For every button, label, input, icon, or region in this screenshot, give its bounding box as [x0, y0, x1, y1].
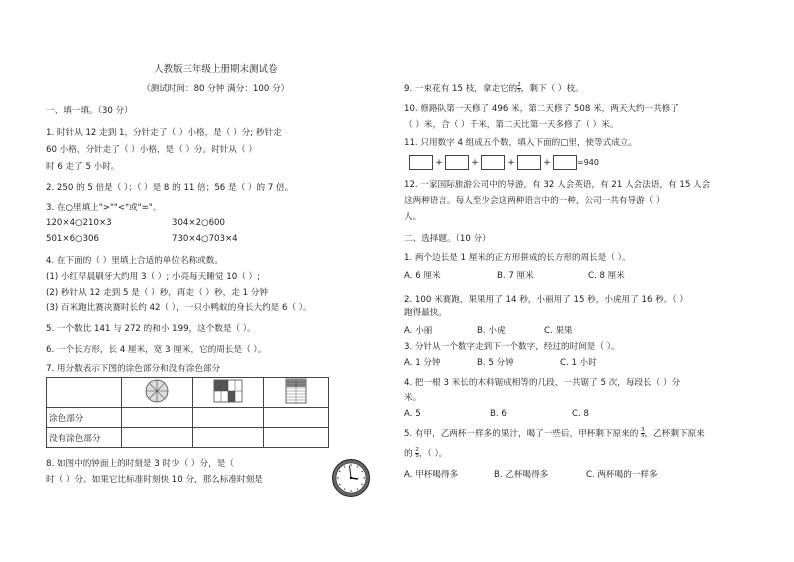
- clock-icon: [331, 458, 371, 498]
- section-fill-heading: 一、填一填。（30 分）: [46, 106, 133, 116]
- q6: 6. 一个长方形，长 4 厘米，宽 3 厘米，它的周长是（ ）。: [46, 345, 267, 355]
- c5-question-line1: 5. 有甲，乙两杯一样多的果汁，喝了一些后，甲杯剩下原来的 $\frac{3}{5}$ ，乙杯剩下原来: [404, 427, 705, 439]
- c5-fraction-1: $\frac{3}{5}$: [641, 427, 645, 439]
- table-answer-cell[interactable]: [264, 408, 329, 428]
- c4-question-line2: 米。: [404, 393, 422, 403]
- circle-figure-icon: [143, 378, 171, 404]
- answer-box[interactable]: [517, 155, 541, 170]
- q4-item-3: (3) 百米跑比赛决赛时长约 42（ ），一只小鸭蚁的身长大约是 6（ ）。: [46, 303, 312, 313]
- q5: 5. 一个数比 141 与 272 的和小 199，这个数是（ ）。: [46, 324, 256, 334]
- q11: 11. 只用数字 4 组成五个数，填入下面的□里，使等式成立。: [404, 138, 638, 148]
- section-choice-heading: 二、选择题。（10 分）: [404, 234, 491, 244]
- c3-option-b[interactable]: B. 5 分钟: [477, 358, 514, 368]
- table-row-unshaded-label: 没有涂色部分: [47, 428, 122, 448]
- q11-equation: + + + + =940: [409, 152, 599, 171]
- page-title: 人教版三年级上册期末测试卷: [154, 64, 278, 75]
- grid-figure-icon: [213, 379, 243, 403]
- c3-question: 3. 分针从一个数字走到下一个数字，经过的时间是（ ）。: [404, 342, 620, 352]
- answer-box[interactable]: [445, 155, 469, 170]
- table-answer-cell[interactable]: [122, 408, 193, 428]
- q11-result: =940: [577, 158, 599, 167]
- q3-item-b: 304×2○600: [172, 218, 225, 228]
- c1-option-a[interactable]: A. 6 厘米: [404, 271, 441, 281]
- c1-question: 1. 两个边长是 1 厘米的正方形拼成的长方形的周长是（ ）。: [404, 253, 631, 263]
- q3-item-a: 120×4○210×3: [46, 218, 112, 228]
- table-figure-circle-cell: [122, 378, 193, 408]
- c3-option-c[interactable]: C. 1 小时: [560, 358, 597, 368]
- fraction-table: [46, 377, 329, 448]
- table-answer-cell[interactable]: [193, 428, 264, 448]
- q10-line2: （ ）米，合（ ）千米，第二天比第一天多修了（ ）米。: [404, 120, 619, 130]
- q1-line2: 60 小格，分针走了（ ）小格，是（ ）分。时针从（ ）: [46, 145, 257, 155]
- answer-box[interactable]: [409, 155, 433, 170]
- c2-option-b[interactable]: B. 小虎: [477, 326, 506, 336]
- q9: 9. 一束花有 15 枝，拿走它的 $\frac{2}{5}$ ，剩下（ ）枝。: [404, 82, 584, 94]
- q8-line2: 时（ ）分。如果它比标准时刻快 10 分，那么标准时刻是: [46, 475, 263, 485]
- table-row-shaded-label: 涂色部分: [47, 408, 122, 428]
- answer-box[interactable]: [481, 155, 505, 170]
- q12-line2: 这两种语言。每人至少会这两种语言中的一种，公司一共有导游（ ）: [404, 196, 665, 206]
- q10-line1: 10. 修路队第一天修了 496 米，第二天修了 508 米，两天大约一共修了: [404, 104, 679, 114]
- table-answer-cell[interactable]: [122, 428, 193, 448]
- table-answer-cell[interactable]: [264, 428, 329, 448]
- q9-fraction: $\frac{2}{5}$: [517, 82, 521, 94]
- q12-line1: 12. 一家国际旅游公司中的导游，有 32 人会英语，有 21 人会法语，有 15 人会: [404, 180, 711, 190]
- table-corner-cell: [47, 378, 122, 408]
- q1-line1: 1. 时针从 12 走到 1，分针走了（ ）小格，是（ ）分; 秒针走: [46, 128, 282, 138]
- c5-question-line2: 的 $\frac{2}{5}$ ，（ ）。: [404, 447, 448, 459]
- c2-option-a[interactable]: A. 小丽: [404, 326, 433, 336]
- c5-fraction-2: $\frac{2}{5}$: [415, 447, 419, 459]
- c5-option-c[interactable]: C. 两杯喝的一样多: [586, 470, 658, 480]
- q8-line1: 8. 如图中的钟面上的时刻是 3 时少（ ）分，是（: [46, 459, 234, 469]
- c1-option-c[interactable]: C. 8 厘米: [588, 271, 625, 281]
- c1-option-b[interactable]: B. 7 厘米: [497, 271, 534, 281]
- c4-option-c[interactable]: C. 8: [572, 409, 589, 419]
- answer-box[interactable]: [553, 155, 577, 170]
- q3-item-d: 730×4○703×4: [172, 234, 238, 244]
- q2: 2. 250 的 5 倍是（ ）；（ ）是 8 的 11 倍；56 是（ ）的 7 倍。: [46, 183, 294, 193]
- q3-instruction: 3. 在○里填上">""<"或"="。: [46, 203, 162, 213]
- table-figure-bars-cell: [264, 378, 329, 408]
- c5-option-b[interactable]: B. 乙杯喝得多: [494, 470, 549, 480]
- table-answer-cell[interactable]: [193, 408, 264, 428]
- c2-question-line2: 跑得最快。: [404, 308, 447, 318]
- q4-instruction: 4. 在下面的（ ）里填上合适的单位名称或数。: [46, 256, 223, 266]
- q3-item-c: 501×6○306: [46, 234, 99, 244]
- test-info: （测试时间：80 分钟 满分：100 分）: [142, 84, 290, 94]
- q4-item-2: (2) 秒针从 12 走到 5 是（ ）秒，再走（ ）秒，走 1 分钟: [46, 288, 268, 298]
- c4-option-b[interactable]: B. 6: [490, 409, 507, 419]
- c2-question-line1: 2. 100 米赛跑，果果用了 14 秒，小丽用了 15 秒，小虎用了 16 秒。（ ）: [404, 295, 688, 305]
- q7: 7. 用分数表示下图的涂色部分和没有涂色部分: [46, 364, 221, 374]
- c4-option-a[interactable]: A. 5: [404, 409, 421, 419]
- q1-line3: 时 6 走了 5 小时。: [46, 162, 120, 172]
- q12-line3: 人。: [404, 212, 422, 222]
- c5-option-a[interactable]: A. 甲杯喝得多: [404, 470, 459, 480]
- c4-question-line1: 4. 把一根 3 米长的木料锯成相等的几段，一共锯了 5 次，每段长（ ）分: [404, 378, 681, 388]
- q4-item-1: (1) 小红早晨刷牙大约用 3（ ）; 小亮每天睡觉 10（ ）;: [46, 272, 261, 282]
- table-figure-grid-cell: [193, 378, 264, 408]
- c2-option-c[interactable]: C. 果果: [544, 326, 573, 336]
- bars-figure-icon: [285, 378, 307, 404]
- c3-option-a[interactable]: A. 1 分钟: [404, 358, 441, 368]
